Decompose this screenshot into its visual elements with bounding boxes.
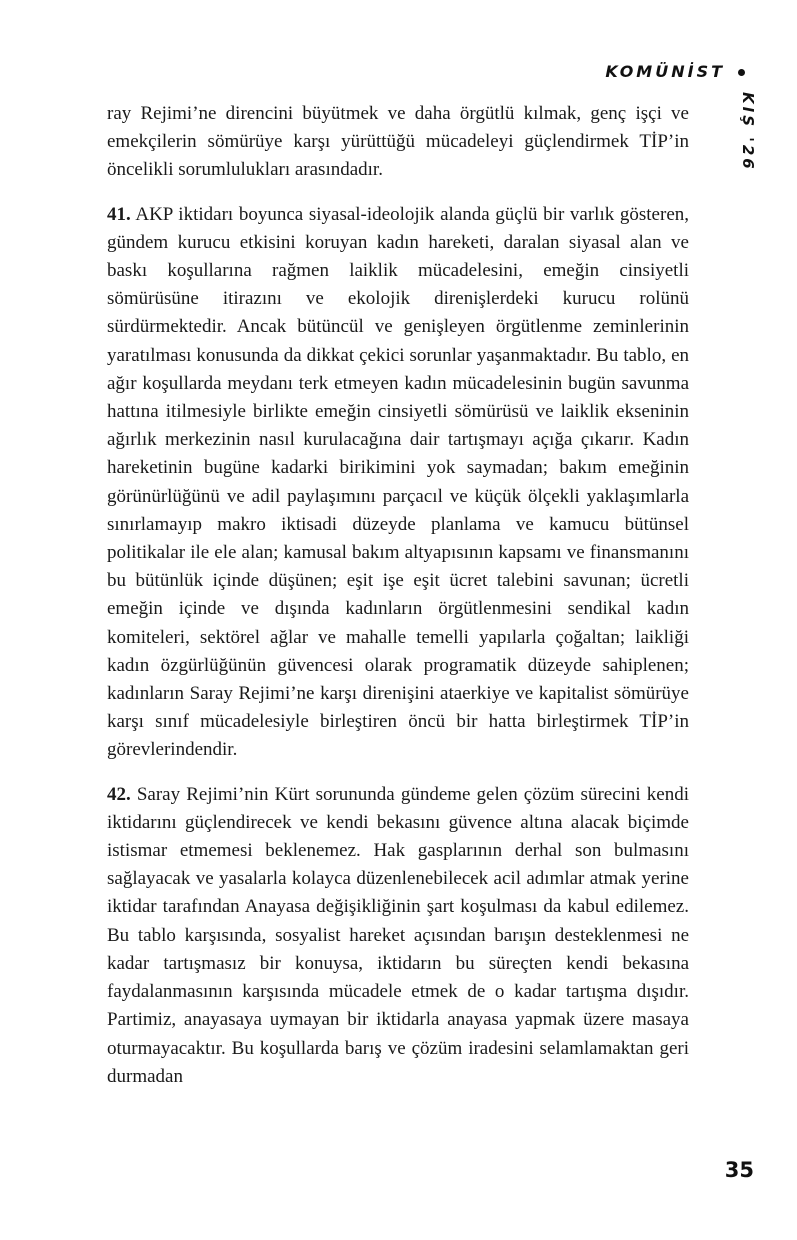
issue-season: KIŞ '26: [739, 92, 757, 172]
paragraph-text: Saray Rejimi’nin Kürt sorununda gündeme gelen çözüm sürecini kendi iktidarını güçlendirecek ve kendi bekasını güvence altına alacak biçimde istismar etmemesi beklenemez. Hak gasplarının derhal son bulmasını sağlayacak ve yasalarla kolayca düzenlenebilecek acil adımlar atmak yerine iktidar tarafından Anayasa değişikliğinin şart koşulması da kabul edilemez. Bu tablo karşısında, sosyalist hareket açısından barışın desteklenmesi ne kadar tartışmasız bir konuysa, iktidarın bu süreçten kendi bekasına faydalanmasının karşısında mücadele etmek de o kadar tartışma dışıdır. Partimiz, anayasaya uymayan bir iktidarla anayasa yapmak üzere masaya oturmayacaktır. Bu koşullarda barış ve çözüm iradesini selamlamaktan geri durmadan: [107, 783, 689, 1087]
bullet-dot-icon: [738, 69, 745, 76]
paragraph-continued: [107, 100, 689, 185]
paragraph-number: 42.: [107, 783, 131, 805]
body-text: [107, 100, 689, 1107]
paragraph-number: 41.: [107, 203, 131, 225]
paragraph-42: [107, 781, 689, 1091]
journal-name: KOMÜNİST: [605, 62, 725, 81]
paragraph-text: ray Rejimi’ne direncini büyütmek ve daha örgütlü kılmak, genç işçi ve emekçilerin sömürüye karşı yürüttüğü mücadeleyi güçlendirmek TİP’in öncelikli sorumlulukları arasındadır.: [107, 103, 689, 181]
paragraph-41: [107, 201, 689, 765]
page-number: 35: [724, 1158, 754, 1182]
paragraph-text: AKP iktidarı boyunca siyasal-ideolojik alanda güçlü bir varlık gösteren, gündem kurucu etkisini koruyan kadın hareketi, daralan siyasal alan ve baskı koşullarına rağmen laiklik mücadelesini, emeğin cinsiyetli sömürüsüne itirazını ve ekolojik direnişlerdeki kurucu rolünü sürdürmektedir. Ancak bütüncül ve genişleyen örgütlenme zeminlerinin yaratılması konusunda da dikkat çekici sorunlar yaşanmaktadır. Bu tablo, en ağır koşullarda meydanı terk etmeyen kadın mücadelesinin bugün savunma hattına itilmesiyle birlikte emeğin cinsiyetli sömürüsü ve laiklik ekseninin ağırlık merkezinin nasıl kurulacağına dair tartışmayı açığa çıkarır. Kadın hareketinin bugüne kadarki birikimini yok saymadan; bakım emeğinin görünürlüğünü ve adil paylaşımını parçacıl ve küçük ölçekli yaklaşımlarla sınırlamayıp makro iktisadi düzeyde planlama ve kamucu bütünsel politikalar ile ele alan; kamusal bakım altyapısının kapsamı ve finansmanını bu bütünlük içinde düşünen; eşit işe eşit ücret talebini savunan; ücretli emeğin içinde ve dışında kadınların örgütlenmesini sendikal kadın komiteleri, sektörel ağlar ve mahalle temelli yapılarla çoğaltan; laikliği kadın özgürlüğünün güvencesi olarak programatik düzeyde sahiplenen; kadınların Saray Rejimi’ne karşı direnişini ataerkiye ve kapitalist sömürüye karşı sınıf mücadelesiyle birleştiren öncü bir hatta birleştirmek TİP’in görevlerindendir.: [107, 203, 690, 761]
